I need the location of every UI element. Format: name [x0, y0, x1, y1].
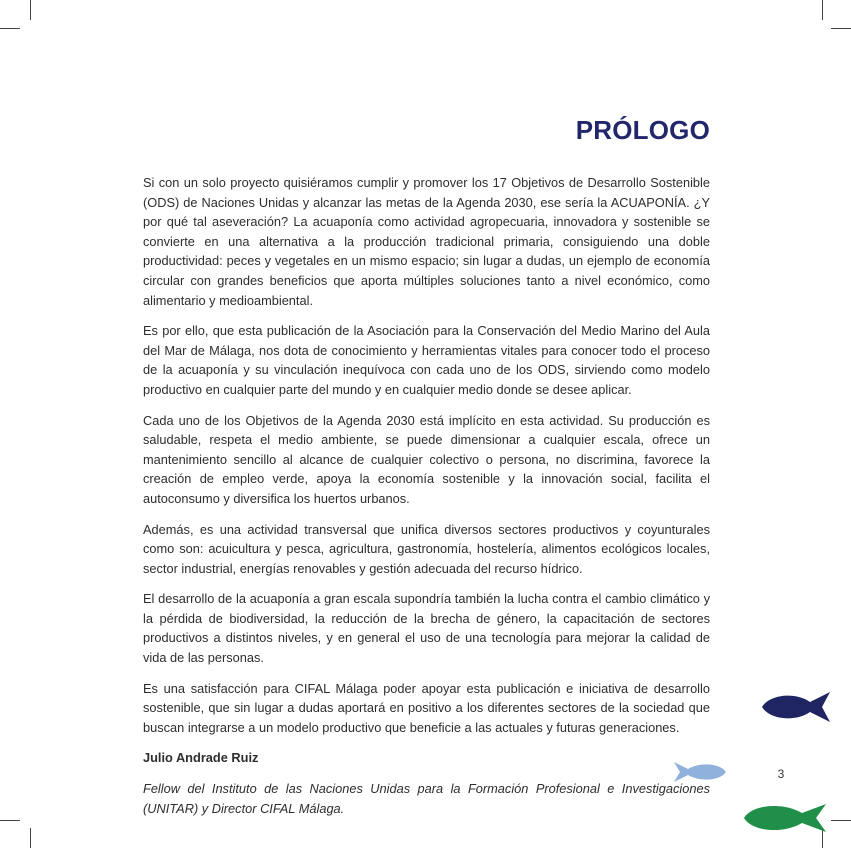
green-fish-icon	[742, 801, 830, 835]
crop-mark	[0, 820, 20, 821]
green-fish-shape	[744, 804, 826, 832]
paragraph: Cada uno de los Objetivos de la Agenda 2030 está implícito en esta actividad. Su producción es saludable, respeta el medio ambiente, se puede dimensionar a cualquier escala, ofrece un mantenimiento sencillo al alcance de cualquier colectivo o persona, no discrimina, favorece la creación de empleo verde, apoya la economía sostenible y la innovación social, facilita el autoconsumo y diversifica los huertos urbanos.	[143, 412, 710, 506]
paragraph: Es por ello, que esta publicación de la Asociación para la Conservación del Medio Marino del Aula del Mar de Málaga, nos dota de conocimiento y herramientas vitales para conocer todo el proceso de la acuaponía y su vinculación inequívoca con cada uno de los ODS, sirviendo como modelo productivo en cualquier parte del mundo y en cualquier medio donde se desee aplicar.	[143, 323, 710, 397]
crop-mark	[30, 828, 31, 848]
paragraph: Es una satisfacción para CIFAL Málaga poder apoyar esta publicación e iniciativa de desarrollo sostenible, que sin lugar a dudas aportará en positivo a los diferentes sectores de la sociedad que buscan integrarse a un modelo productivo que beneficie a las actuales y futuras generaciones.	[143, 680, 710, 735]
page-number: 3	[777, 767, 785, 781]
navy-fish-shape	[762, 692, 830, 722]
paragraph: El desarrollo de la acuaponía a gran escala supondría también la lucha contra el cambio climático y la pérdida de biodiversidad, la reducción de la brecha de género, la capacitación de sectores productivos a distintos niveles, y en general el uso de una tecnología para mejorar la calidad de vida de las personas.	[143, 591, 710, 666]
crop-mark	[0, 28, 20, 29]
page-title: PRÓLOGO	[575, 115, 710, 145]
crop-mark	[822, 0, 823, 20]
light-blue-fish-shape	[674, 762, 726, 782]
crop-mark	[30, 0, 31, 20]
prologue-body	[143, 173, 710, 829]
light-blue-fish-icon	[672, 760, 728, 784]
crop-mark	[831, 820, 851, 821]
crop-mark	[831, 28, 851, 29]
signature-role: Fellow del Instituto de las Naciones Unidas para la Formación Profesional e Investigaciones (UNITAR) y Director CIFAL Málaga.	[143, 781, 710, 816]
signature	[143, 748, 710, 818]
navy-fish-icon	[760, 690, 835, 724]
paragraph: Si con un solo proyecto quisiéramos cumplir y promover los 17 Objetivos de Desarrollo Sostenible (ODS) de Naciones Unidas y alcanzar las metas de la Agenda 2030, ese sería la ACUAPONÍA. ¿Y por qué tal aseveración? La acuaponía como actividad agropecuaria, innovadora y sostenible se convierte en una alternativa a la producción tradicional primaria, consiguiendo una doble productividad: peces y vegetales en un mismo espacio; sin lugar a dudas, un ejemplo de economía circular con grandes beneficios que aporta múltiples soluciones tanto a nivel económico, como alimentario y medioambiental.	[143, 175, 710, 308]
signature-name: Julio Andrade Ruiz	[143, 750, 259, 766]
paragraph: Además, es una actividad transversal que unifica diversos sectores productivos y coyunturales como son: acuicultura y pesca, agricultura, gastronomía, hostelería, alimentos ecológicos locales, sector industrial, energías renovables y gestión adecuada del recurso hídrico.	[143, 521, 710, 576]
